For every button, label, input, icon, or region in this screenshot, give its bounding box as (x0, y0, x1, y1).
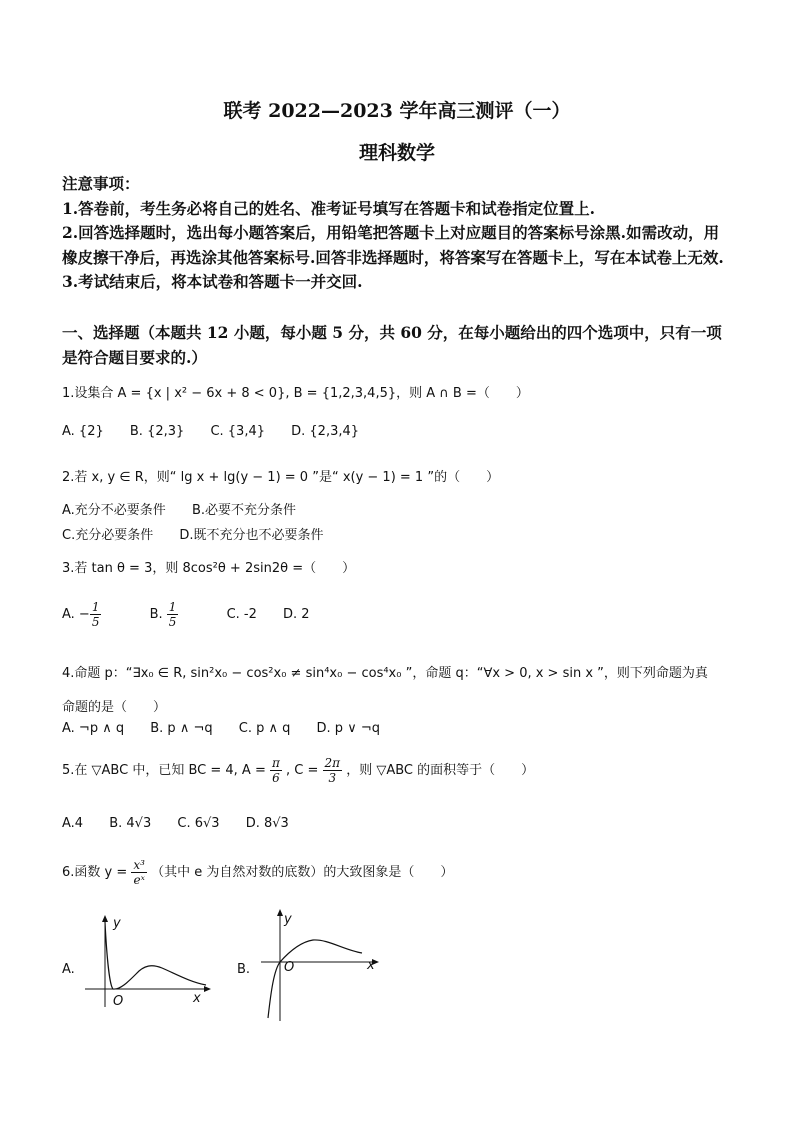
question-5-options (62, 816, 311, 831)
question-2-options-row2 (62, 524, 346, 543)
question-2-options-row1 (62, 499, 318, 518)
q3-option-c: C. -2 (226, 607, 257, 622)
q4-option-c: C. p ∧ q (238, 721, 291, 736)
question-1-stem: 1.设集合 A = {x | x² − 6x + 8 < 0}, B = {1,2,3,4,5}，则 A ∩ B =（ ） (62, 386, 529, 401)
q2-option-d: D.既不充分也不必要条件 (179, 528, 324, 543)
question-5-stem: 5.在 ▽ABC 中，已知 BC = 4, A = $\frac{\pi}{6}$ , C = $\frac{2\pi}{3}$ ，则 ▽ABC 的面积等于（ ） (62, 756, 535, 785)
q5-option-a: A.4 (62, 816, 84, 831)
q5-option-c: C. 6√3 (177, 816, 220, 831)
q3-option-d: D. 2 (283, 607, 310, 622)
q1-option-a: A. {2} (62, 424, 104, 439)
graph-a-y-label: y (113, 916, 121, 931)
question-2-stem: 2.若 x, y ∈ R，则“ lg x + lg(y − 1) = 0 ”是“ x(y − 1) = 1 ”的（ ） (62, 470, 500, 485)
q1-option-c: C. {3,4} (210, 424, 265, 439)
exam-subject: 理科数学 (358, 142, 435, 164)
section-heading: 一、选择题（本题共 12 小题，每小题 5 分，共 60 分，在每小题给出的四个选项中，只有一项是符合题目要求的.） (62, 323, 722, 367)
q2-option-c: C.充分必要条件 (62, 528, 154, 543)
question-4-stem-line1: 4.命题 p：“∃x₀ ∈ R, sin²x₀ − cos²x₀ ≠ sin⁴x₀ − cos⁴x₀ ”，命题 q：“∀x > 0, x > sin x ”，则下列命题为真 (62, 666, 708, 681)
note-item-2: 2.回答选择题时，选出每小题答案后，用铅笔把答题卡上对应题目的答案标号涂黑.如需改动，用橡皮擦干净后，再选涂其他答案标号.回答非选择题时，将答案写在答题卡上，写在本试卷上无效. (62, 223, 724, 267)
notes-block (62, 172, 734, 295)
graph-b-x-label: x (367, 958, 375, 973)
graph-a-y-arrow (102, 915, 108, 922)
exam-title: 联考 2022—2023 学年高三测评（一） (223, 100, 571, 122)
q2-option-a: A.充分不必要条件 (62, 503, 166, 518)
graph-a-origin: O (113, 994, 124, 1009)
q3-option-a: A. − $\frac{1}{5}$ (62, 600, 100, 629)
q4-option-a: A. ¬p ∧ q (62, 721, 125, 736)
question-3-stem: 3.若 tan θ = 3，则 8cos²θ + 2sin2θ =（ ） (62, 561, 356, 576)
graph-b-y-arrow (277, 909, 283, 916)
q2-option-b: B.必要不充分条件 (191, 503, 297, 518)
graph-a-curve (105, 922, 206, 989)
q5-option-b: B. 4√3 (109, 816, 152, 831)
q4-option-b: B. p ∧ ¬q (150, 721, 213, 736)
question-6-stem: 6.函数 y = $\frac{\text{x³}}{\text{eˣ}}$ （其中 e 为自然对数的底数）的大致图象是（ ） (62, 858, 454, 887)
q3-option-b: B. $\frac{1}{5}$ (149, 600, 177, 629)
q1-option-b: B. {2,3} (129, 424, 185, 439)
graph-b-curve (268, 940, 362, 1018)
question-1-options (62, 424, 381, 439)
graph-b (258, 906, 383, 1026)
question-3-options (62, 600, 332, 629)
notes-heading: 注意事项： (62, 174, 140, 193)
q5-option-d: D. 8√3 (245, 816, 289, 831)
question-4-stem-line2: 命题的是（ ） (62, 700, 167, 715)
note-item-1: 1.答卷前，考生务必将自己的姓名、准考证号填写在答题卡和试卷指定位置上. (62, 198, 596, 218)
graph-a-label: A. (62, 962, 75, 977)
note-item-3: 3.考试结束后，将本试卷和答题卡一并交回. (62, 272, 363, 291)
graph-b-label: B. (237, 962, 251, 977)
q4-option-d: D. p ∨ ¬q (316, 721, 380, 736)
graph-b-origin: O (284, 960, 295, 975)
q1-option-d: D. {2,3,4} (291, 424, 360, 439)
graph-a-x-label: x (193, 991, 201, 1006)
graph-a-x-arrow (204, 986, 211, 992)
question-4-options (62, 721, 402, 736)
graph-b-y-label: y (284, 912, 292, 927)
